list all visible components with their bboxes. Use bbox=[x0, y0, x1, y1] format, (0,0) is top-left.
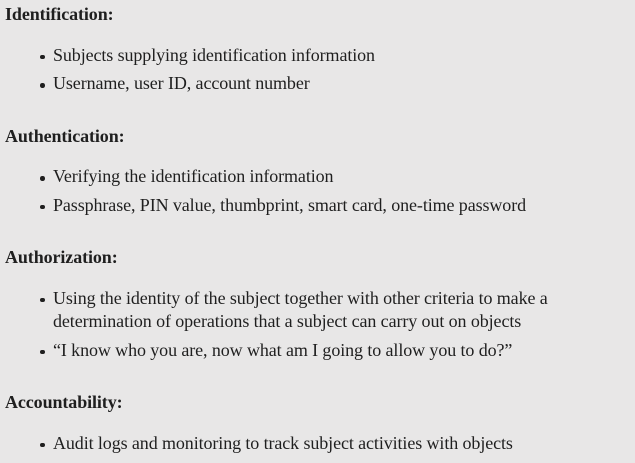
bullet-icon bbox=[40, 55, 45, 60]
section-heading: Accountability: bbox=[5, 392, 123, 412]
section-heading: Identification: bbox=[5, 4, 114, 24]
bullet-text: Passphrase, PIN value, thumbprint, smart card, one-time password bbox=[53, 194, 526, 215]
list-item bbox=[53, 165, 631, 189]
bullet-text: Audit logs and monitoring to track subject activities with objects bbox=[53, 432, 513, 453]
list-item bbox=[53, 194, 631, 218]
list-item bbox=[53, 287, 631, 334]
bullet-text: Using the identity of the subject together with other criteria to make a determination of operations that a subject can carry out on objects bbox=[53, 287, 548, 331]
section-accountability bbox=[5, 391, 631, 455]
bullet-list bbox=[5, 44, 631, 96]
bullet-icon bbox=[40, 205, 45, 210]
section-authorization bbox=[5, 246, 631, 362]
section-heading: Authorization: bbox=[5, 247, 118, 267]
section-authentication bbox=[5, 125, 631, 218]
bullet-list bbox=[5, 432, 631, 456]
bullet-icon bbox=[40, 443, 45, 448]
list-item bbox=[53, 44, 631, 68]
bullet-icon bbox=[40, 176, 45, 181]
bullet-text: Verifying the identification information bbox=[53, 166, 334, 186]
bullet-icon bbox=[40, 298, 45, 303]
section-heading: Authentication: bbox=[5, 125, 125, 146]
bullet-list bbox=[5, 165, 631, 217]
bullet-icon bbox=[40, 83, 45, 88]
list-item bbox=[53, 72, 631, 96]
bullet-text: Subjects supplying identification information bbox=[53, 44, 375, 65]
list-item bbox=[53, 339, 631, 363]
bullet-text: “I know who you are, now what am I going to allow you to do?” bbox=[53, 339, 513, 360]
bullet-icon bbox=[40, 350, 45, 355]
list-item bbox=[53, 432, 631, 456]
bullet-list bbox=[5, 287, 631, 363]
section-identification bbox=[5, 3, 631, 96]
bullet-text: Username, user ID, account number bbox=[53, 73, 310, 93]
